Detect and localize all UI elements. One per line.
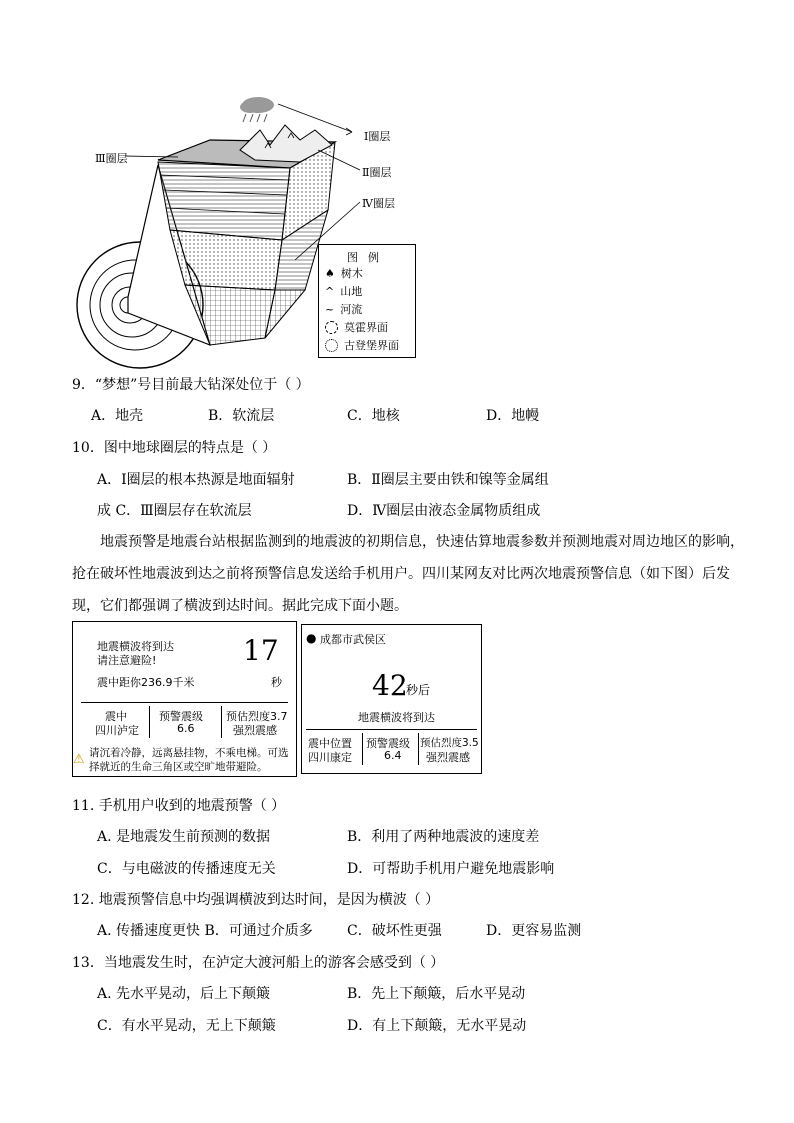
q9-option-a: A．地壳 xyxy=(91,408,144,424)
right-card-seconds: 42 xyxy=(372,669,408,702)
legend-item-gutenberg: 古登堡界面 xyxy=(325,337,399,353)
dashed-circle-icon xyxy=(325,321,338,334)
left-card-divider xyxy=(81,702,288,703)
legend-title: 图例 xyxy=(347,251,389,264)
q10-option-b: B．Ⅱ圈层主要由铁和镍等金属组 xyxy=(347,472,549,488)
q11-option-c: C．与电磁波的传播速度无关 xyxy=(97,861,276,877)
q13-option-b: B．先上下颠簸，后水平晃动 xyxy=(347,986,526,1002)
q11-option-d: D．可帮助手机用户避免地震影响 xyxy=(347,861,555,877)
question-12-stem: 12. 地震预警信息中均强调横波到达时间，是因为横波（ ） xyxy=(72,892,440,908)
left-card-warning: 请沉着冷静，远离悬挂物，不乘电梯。可选择就近的生命三角区或空旷地带避险。 xyxy=(89,747,289,773)
q9-option-b: B．软流层 xyxy=(208,408,275,424)
right-col2-label: 预警震级 xyxy=(366,737,410,750)
right-card-location: 成都市武侯区 xyxy=(320,633,386,646)
left-col2-label: 预警震级 xyxy=(159,710,203,723)
question-10-stem: 10．图中地球圈层的特点是（ ） xyxy=(72,440,277,456)
warning-card-right xyxy=(301,624,482,774)
label-layer4: Ⅳ圈层 xyxy=(362,197,395,210)
mountain-icon: ^ xyxy=(325,284,335,298)
left-card-line1: 地震横波将到达 xyxy=(97,640,174,653)
passage-text: 地震预警是地震台站根据监测到的地震波的初期信息，快速估算地震参数并预测地震对周边地区的影响，抢在破坏性地震波到达之前将预警信息发送给手机用户。四川某网友对比两次地震预警信息（如下图）后发现，它们都强调了横波到达时间。据此完成下面小题。 xyxy=(72,534,744,614)
left-col1-value: 四川泸定 xyxy=(95,724,139,737)
q12-option-ab: A. 传播速度更快 B．可通过介质多 xyxy=(97,923,313,939)
q9-option-d: D．地幔 xyxy=(486,408,540,424)
left-card-seconds: 17 xyxy=(243,634,279,667)
right-card-unit: 秒后 xyxy=(406,683,431,697)
legend-item-mountain: ^ 山地 xyxy=(325,284,363,298)
label-layer1: Ⅰ圈层 xyxy=(364,130,391,143)
left-card-distance: 震中距你236.9千米 xyxy=(97,676,195,689)
warning-icon: ⚠ xyxy=(73,752,85,767)
left-col3-value: 强烈震感 xyxy=(233,724,277,737)
left-card-unit: 秒 xyxy=(271,676,282,689)
q13-option-c: C．有水平晃动，无上下颠簸 xyxy=(97,1018,276,1034)
q10-option-c: 成 C．Ⅲ圈层存在软流层 xyxy=(97,503,252,519)
right-col1-value: 四川康定 xyxy=(308,751,352,764)
q12-option-d: D．更容易监测 xyxy=(486,923,582,939)
q12-option-c: C．破坏性更强 xyxy=(347,923,442,939)
cloud-rain-icon xyxy=(240,97,274,122)
dotted-circle-icon xyxy=(325,339,338,352)
q13-option-a: A. 先水平晃动，后上下颠簸 xyxy=(97,986,271,1002)
q9-option-c: C．地核 xyxy=(347,408,400,424)
tree-icon: ♠ xyxy=(325,266,335,280)
question-11-stem: 11. 手机用户收到的地震预警（ ） xyxy=(72,798,286,814)
right-card-message: 地震横波将到达 xyxy=(358,711,435,724)
right-col3-label: 预估烈度3.5 xyxy=(420,737,479,749)
q11-option-b: B．利用了两种地震波的速度差 xyxy=(347,829,540,845)
right-col1-label: 震中位置 xyxy=(308,737,352,750)
legend-item-moho: 莫霍界面 xyxy=(325,319,388,335)
left-col1-label: 震中 xyxy=(105,710,127,723)
river-icon: ~ xyxy=(325,302,335,316)
q10-option-d: D．Ⅳ圈层由液态金属物质组成 xyxy=(347,503,541,519)
question-13-stem: 13．当地震发生时，在泸定大渡河船上的游客会感受到（ ） xyxy=(72,955,445,971)
legend-item-tree: ♠ 树木 xyxy=(325,266,363,280)
location-pin-icon: ● xyxy=(306,631,317,645)
right-col2-value: 6.4 xyxy=(384,749,402,762)
label-layer3: Ⅲ圈层 xyxy=(95,152,128,165)
q13-option-d: D．有上下颠簸，无水平晃动 xyxy=(347,1018,527,1034)
right-col3-value: 强烈震感 xyxy=(426,751,470,764)
diagram-legend xyxy=(318,244,416,358)
left-card-line2: 请注意避险! xyxy=(97,654,157,667)
legend-item-river: ~ 河流 xyxy=(325,302,363,316)
warning-card-left xyxy=(72,621,297,777)
left-col2-value: 6.6 xyxy=(177,722,195,735)
right-card-divider xyxy=(306,729,477,730)
passage xyxy=(72,526,752,622)
left-col3-label: 预估烈度3.7 xyxy=(226,710,288,723)
q11-option-a: A. 是地震发生前预测的数据 xyxy=(97,829,271,845)
q10-option-a: A．Ⅰ圈层的根本热源是地面辐射 xyxy=(97,472,295,488)
label-layer2: Ⅱ圈层 xyxy=(362,166,392,179)
question-9-stem: 9．“梦想”号目前最大钻深处位于（ ） xyxy=(72,377,310,393)
